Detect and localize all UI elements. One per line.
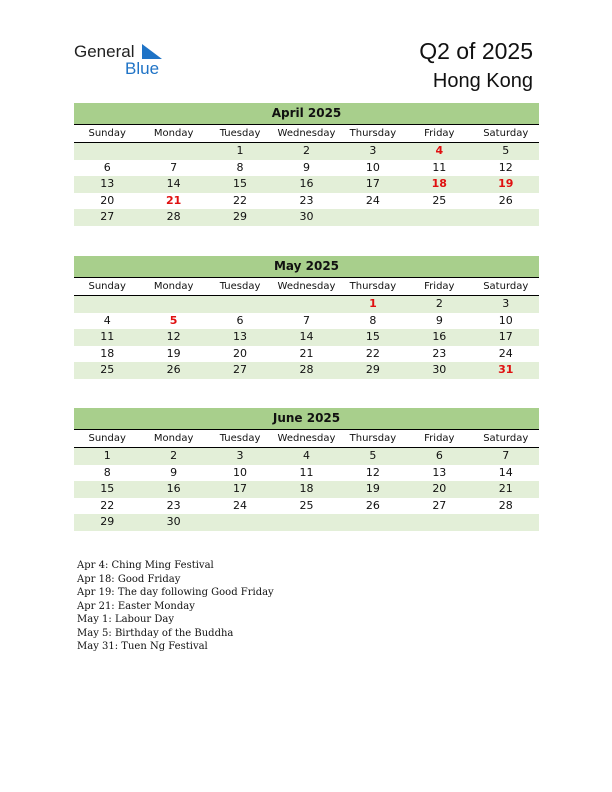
weekday-label: Friday [424, 281, 455, 292]
weekday-header-row [74, 278, 539, 296]
weekday-label: Wednesday [277, 128, 336, 139]
holiday-list-item: Apr 4: Ching Ming Festival [77, 560, 214, 571]
date-cell [473, 514, 539, 531]
date-cell: 26 [498, 193, 513, 207]
date-cell: 2 [170, 449, 178, 462]
date-cell [140, 143, 206, 160]
date-cell: 7 [302, 313, 310, 327]
date-cell: 29 [233, 210, 248, 223]
date-cell: 25 [432, 193, 447, 207]
logo [74, 42, 174, 78]
weekday-header-row [74, 125, 539, 143]
holiday-list-item: May 31: Tuen Ng Festival [77, 641, 208, 652]
weekday-label: Thursday [349, 281, 397, 292]
date-cell [340, 514, 406, 531]
date-cell: 11 [432, 160, 447, 174]
date-cell: 16 [432, 330, 447, 343]
date-cell: 29 [100, 515, 115, 528]
date-cell: 26 [166, 363, 181, 376]
date-cell: 25 [100, 363, 115, 376]
weekday-label: Monday [153, 281, 194, 292]
date-cell: 14 [166, 177, 181, 190]
date-cell: 1 [103, 449, 111, 462]
weekday-label: Sunday [88, 281, 126, 292]
holiday-date-cell: 1 [369, 297, 377, 310]
date-cell: 10 [233, 465, 248, 479]
date-cell: 16 [299, 177, 314, 190]
weekday-header-row [74, 430, 539, 448]
date-cell: 11 [299, 465, 314, 479]
date-cell: 11 [100, 330, 115, 343]
date-cell: 22 [100, 498, 115, 512]
date-cell: 23 [166, 498, 181, 512]
date-cell: 13 [233, 330, 248, 343]
date-cell: 15 [100, 482, 115, 495]
date-cell: 28 [166, 210, 181, 223]
holiday-date-cell: 19 [498, 177, 514, 190]
date-cell: 7 [170, 160, 178, 174]
date-cell: 20 [100, 193, 115, 207]
weekday-label: Saturday [483, 128, 529, 139]
date-cell: 13 [432, 465, 447, 479]
date-cell: 2 [302, 144, 310, 157]
logo-word-blue: Blue [125, 59, 160, 78]
week-row [74, 296, 539, 313]
date-cell: 3 [502, 297, 510, 310]
holiday-list [77, 559, 274, 654]
date-cell: 29 [365, 363, 380, 376]
date-cell: 24 [498, 346, 513, 360]
holiday-date-cell: 5 [169, 313, 178, 327]
date-cell: 8 [369, 313, 377, 327]
date-cell: 17 [233, 482, 248, 495]
date-cell: 6 [236, 313, 244, 327]
date-cell: 7 [502, 449, 510, 462]
weekday-label: Thursday [349, 128, 397, 139]
date-cell: 24 [233, 498, 248, 512]
date-cell: 8 [236, 160, 244, 174]
date-cell: 22 [233, 193, 248, 207]
page-title: Q2 of 2025 [419, 38, 533, 64]
date-cell: 17 [498, 330, 513, 343]
month-calendar-june [74, 408, 539, 531]
date-cell: 6 [435, 449, 443, 462]
date-cell [74, 296, 140, 313]
week-row [74, 448, 539, 465]
weekday-label: Saturday [483, 433, 529, 444]
date-cell [406, 514, 472, 531]
date-cell: 25 [299, 498, 314, 512]
logo-word-general: General [74, 42, 135, 61]
date-cell: 12 [365, 465, 380, 479]
date-cell: 27 [233, 363, 248, 376]
weekday-label: Tuesday [219, 128, 261, 139]
date-cell: 12 [166, 330, 181, 343]
week-row [74, 362, 539, 379]
date-cell [140, 296, 206, 313]
weekday-label: Friday [424, 433, 455, 444]
weekday-label: Wednesday [277, 281, 336, 292]
date-cell: 9 [170, 465, 178, 479]
date-cell: 13 [100, 177, 115, 190]
date-cell: 5 [369, 449, 377, 462]
week-row [74, 143, 539, 160]
date-cell: 16 [166, 482, 181, 495]
week-row [74, 209, 539, 226]
week-row [74, 498, 539, 515]
holiday-list-item: May 5: Birthday of the Buddha [77, 627, 234, 639]
date-cell [74, 143, 140, 160]
week-row [74, 193, 539, 210]
holiday-date-cell: 4 [435, 144, 444, 157]
holiday-list-item: Apr 21: Easter Monday [77, 600, 195, 612]
date-cell: 23 [299, 193, 314, 207]
date-cell [207, 296, 273, 313]
date-cell: 8 [103, 465, 111, 479]
date-cell: 10 [498, 313, 513, 327]
weekday-label: Wednesday [277, 433, 336, 444]
date-cell: 10 [365, 160, 380, 174]
weekday-label: Friday [424, 128, 455, 139]
date-cell: 30 [166, 515, 181, 528]
date-cell: 19 [166, 346, 181, 360]
weekday-label: Thursday [349, 433, 397, 444]
date-cell: 2 [435, 297, 443, 310]
date-cell: 21 [299, 346, 314, 360]
week-row [74, 514, 539, 531]
month-header: June 2025 [74, 408, 539, 430]
date-cell: 26 [365, 498, 380, 512]
date-cell: 3 [236, 449, 244, 462]
date-cell: 28 [498, 498, 513, 512]
month-calendar-may [74, 256, 539, 379]
date-cell: 22 [365, 346, 380, 360]
holiday-list-item: May 1: Labour Day [77, 614, 174, 625]
date-cell: 15 [233, 177, 248, 190]
date-cell: 27 [432, 498, 447, 512]
date-cell: 15 [365, 330, 380, 343]
date-cell: 4 [302, 449, 310, 462]
date-cell: 18 [100, 346, 115, 360]
date-cell: 3 [369, 144, 377, 157]
week-row [74, 329, 539, 346]
weekday-label: Sunday [88, 128, 126, 139]
holiday-date-cell: 18 [431, 177, 447, 190]
date-cell: 18 [299, 482, 314, 495]
date-cell: 17 [365, 177, 380, 190]
weekday-label: Monday [153, 128, 194, 139]
holiday-list-item: Apr 18: Good Friday [77, 573, 181, 585]
date-cell: 27 [100, 210, 115, 223]
date-cell [273, 514, 339, 531]
date-cell: 14 [498, 465, 513, 479]
weekday-label: Tuesday [219, 281, 261, 292]
date-cell [406, 209, 472, 226]
holiday-date-cell: 21 [165, 193, 182, 207]
date-cell: 20 [432, 482, 447, 495]
weekday-label: Sunday [88, 433, 126, 444]
date-cell: 30 [432, 363, 447, 376]
week-row [74, 465, 539, 482]
week-row [74, 346, 539, 363]
logo-triangle-icon [142, 44, 164, 60]
date-cell [473, 209, 539, 226]
date-cell: 9 [302, 160, 310, 174]
month-calendar-april [74, 103, 539, 226]
date-cell: 12 [498, 160, 513, 174]
week-row [74, 313, 539, 330]
date-cell: 9 [435, 313, 443, 327]
weekday-label: Tuesday [219, 433, 261, 444]
date-cell: 20 [233, 346, 248, 360]
date-cell: 19 [365, 482, 380, 495]
month-header: May 2025 [74, 256, 539, 278]
holiday-list-item: Apr 19: The day following Good Friday [77, 587, 274, 598]
date-cell: 21 [498, 482, 513, 495]
weekday-label: Saturday [483, 281, 529, 292]
date-cell: 28 [299, 363, 314, 376]
date-cell [340, 209, 406, 226]
date-cell: 30 [299, 210, 314, 223]
date-cell: 6 [103, 160, 111, 174]
holiday-date-cell: 31 [498, 363, 514, 376]
week-row [74, 481, 539, 498]
week-row [74, 176, 539, 193]
date-cell: 4 [103, 313, 111, 327]
date-cell: 24 [365, 193, 380, 207]
date-cell: 23 [432, 346, 447, 360]
date-cell [207, 514, 273, 531]
date-cell: 5 [502, 144, 510, 157]
date-cell: 1 [236, 144, 244, 157]
month-header: April 2025 [74, 103, 539, 125]
date-cell: 14 [299, 330, 314, 343]
date-cell [273, 296, 339, 313]
page-subtitle: Hong Kong [432, 70, 533, 92]
weekday-label: Monday [153, 433, 194, 444]
week-row [74, 160, 539, 177]
